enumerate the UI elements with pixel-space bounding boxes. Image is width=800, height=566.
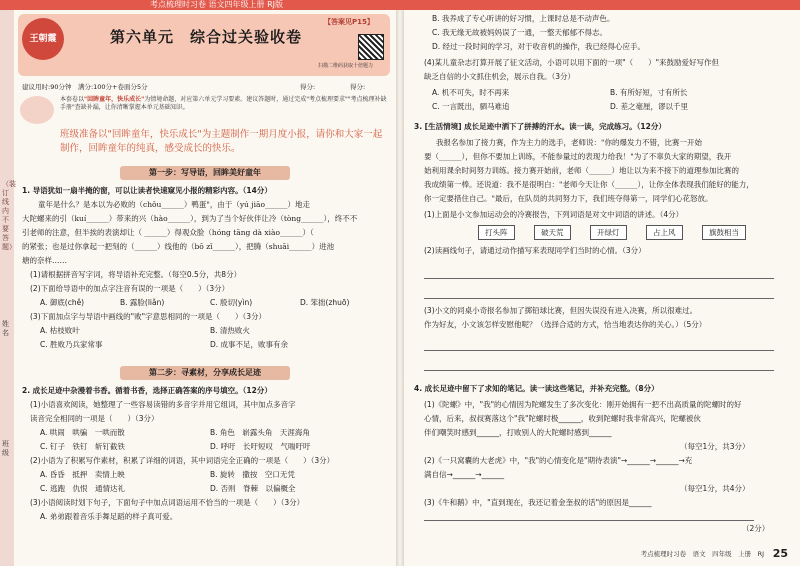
q2-2-option-d[interactable]: D. 否则 脊棘 以偏概全 [210, 484, 296, 493]
q2-4-option-d[interactable]: D. 差之毫厘，谬以千里 [610, 102, 689, 111]
question-1: 1. 导语犹如一扇半掩的窗，可以让读者快速窥见小报的精彩内容。（14分） [22, 186, 272, 195]
q4-sub-1-line-2: 心情，后来，叔叔赛落这个"我"陀螺时极______，收到陀螺时我非常高兴，陀螺被伙 [424, 414, 701, 423]
q3-sub-3-cont: 作为好友，小文该怎样安慰他呢？（选择合适的方式，恰当地表达你的关心。）（5分） [424, 320, 707, 329]
q3-sub-2: (2)读画线句子，请通过动作描写来表现同学们当时的心情。（3分） [424, 246, 646, 255]
qr-caption: 扫描二维码获取十倍题力 [318, 63, 374, 69]
q2-4-option-c[interactable]: C. 一言既出，驷马难追 [432, 102, 510, 111]
q2-1-option-d[interactable]: D. 呼吁 长吁短叹 气喘吁吁 [210, 442, 311, 451]
answer-line[interactable] [424, 370, 774, 371]
q2-sub-4-cont: 缺乏自信的小文抓住机会，展示自我。（3分） [424, 72, 576, 81]
q3-sub-1: (1)上面是小文参加运动会的冷赛报告，下列词语是对文中词语的讲述。（4分） [424, 210, 684, 219]
q1-2-option-b[interactable]: B. 露脸(liǎn) [120, 298, 165, 307]
word-box-3: 开绿灯 [590, 225, 627, 240]
q2-3-option-a[interactable]: A. 弟弟跟着音乐手舞足蹈的样子真可爱。 [40, 512, 178, 521]
word-box-4: 占上风 [646, 225, 683, 240]
book-spine [396, 0, 404, 566]
q2-3-option-c[interactable]: C. 我无缘无故被妈妈误了一通，一整天郁郁不得志。 [432, 28, 608, 37]
q2-1-option-a[interactable]: A. 哄闹 哄骗 一哄而散 [40, 428, 125, 437]
q2-sub-1-cont: 读音完全相同的一项是（ ）（3分） [30, 414, 159, 423]
answer-line[interactable] [424, 350, 774, 351]
q4-sub-1: (1)《陀螺》中，"我"的心情因为陀螺发生了多次变化：刚开始拥有一把不出高质量的陀螺时的好 [424, 400, 742, 409]
q2-1-option-c[interactable]: C. 钉子 铁钉 斩钉截铁 [40, 442, 126, 451]
q1-passage-line-4: 的紧张；也是过你拿起一把刻的（______）线他的（bō zǐ______），把腾（shuāi______）进池 [22, 242, 335, 251]
q2-1-option-b[interactable]: B. 角色 崭露头角 天涯海角 [210, 428, 310, 437]
q1-sub-3: (3)下面加点字与导语中画线的"败"字意思相同的一项是（ ）（3分） [30, 312, 267, 321]
q1-2-option-c[interactable]: C. 殷切(yìn) [210, 298, 253, 307]
question-3: 3. [生活情境] 成长足迹中洒下了拼搏的汗水。读一读，完成练习。（12分） [414, 122, 666, 131]
page-number: 25 [772, 547, 788, 560]
right-page [400, 0, 800, 566]
q1-sub-2: (2)下面给导语中的加点字注音有误的一项是（ ）（3分） [30, 284, 230, 293]
q4-sub-3: (3)《牛和鹅》中，"直到现在，我还记着金奎叔的话"的原因是______ [424, 498, 652, 507]
q1-passage-line-5: 塘的奈样…… [22, 256, 67, 265]
binding-note: （装订线内不要答题） [2, 180, 16, 251]
banner-text: 班级准备以"回眸童年，快乐成长"为主题制作一期月度小报，请你和大家一起制作，回眸童年的纯真，感受成长的快乐。 [60, 129, 383, 154]
score-field[interactable]: 得分: [300, 83, 316, 91]
exam-tip: 本套卷以"回眸童年，快乐成长"为情境命题，对应第六单元学习要素。建议答题时，通过完成"考点梳理要求""考点梳理补缺手册"查缺补漏，让你清晰掌握本单元基础知识。 [60, 96, 387, 111]
q4-sub-3-score: （2分） [742, 524, 770, 533]
binding-edge [0, 10, 14, 566]
q2-3-option-d[interactable]: D. 经过一段时间的学习，对于收音机的操作，我已经得心应手。 [432, 42, 646, 51]
q1-3-option-a[interactable]: A. 枯枝败叶 [40, 326, 80, 335]
q2-sub-3: (3)小语阅读时划下句子，下面句子中加点词语运用不恰当的一项是（ ）（3分） [30, 498, 305, 507]
q2-sub-1: (1)小语喜欢阅读，她整理了一些容易读错的多音字并用它组词，其中加点多音字 [30, 400, 296, 409]
q4-sub-1-line-3: 伴们嘲笑时感到______，打败别人的大陀螺时感到______ [424, 428, 612, 437]
q1-sub-1: (1)请根据拼音写字词，将导语补充完整。（每空0.5分，共8分） [30, 270, 242, 279]
q2-2-option-a[interactable]: A. 昏昏 抵押 卖情上映 [40, 470, 125, 479]
answer-reference: 【答案见P15】 [324, 18, 374, 26]
q3-passage-line-4: 我成绩第一棒。还说道：我不是很明白："老师今天让你（______），让你全体表现我们能好的能力， [424, 180, 754, 189]
q4-sub-1-score: （每空1分，共3分） [680, 442, 750, 451]
name-label: 姓名 [2, 320, 9, 337]
extra-score-field[interactable]: 得分: [350, 83, 366, 91]
q4-sub-2-score: （每空1分，共4分） [680, 484, 750, 493]
q4-sub-2-cont: 满自信→______→______ [424, 470, 505, 479]
q2-2-option-c[interactable]: C. 逃跑 仇恨 通情达礼 [40, 484, 126, 493]
footer-text: 考点梳理时习卷 语文 四年级 上册 RJ [640, 550, 764, 558]
q3-sub-3: (3)小文的同桌小奇报名参加了掷铅球比赛，但因失误没有进入决赛，所以很难过。 [424, 306, 698, 315]
q2-sub-2: (2)小语为了积累写作素材，积累了详细的词语，其中词语完全正确的一项是（ ）（3分） [30, 456, 335, 465]
class-label: 班级 [2, 440, 9, 457]
q1-3-option-d[interactable]: D. 成事不足，败事有余 [210, 340, 289, 349]
q2-4-option-b[interactable]: B. 有所好短，寸有所长 [610, 88, 688, 97]
answer-line[interactable] [424, 298, 774, 299]
q3-passage-line-2: 要（______），但你不要加上训练，不能参量过的表现力给我！"为了不辜负大家的期望，我开 [424, 152, 732, 161]
answer-line[interactable] [424, 520, 754, 521]
question-4: 4. 成长足迹中留下了求知的笔记。读一读这些笔记，并补充完整。（8分） [414, 384, 659, 393]
section-step-2: 第二步：寻素材，分享成长足迹 [120, 366, 290, 380]
q3-passage-line-1: 我报名参加了接力赛，作为主力的选手，老师说："你的爆发力不错，比赛一开始 [436, 138, 702, 147]
q1-2-option-d[interactable]: D. 笨拙(zhuō) [300, 298, 350, 307]
q1-passage-line-2: 大陀螺来的引（kuí______）带来的兴（hào______），到为了当个好伙伴让冷（tòng______），终不不 [22, 214, 358, 223]
q1-2-option-a[interactable]: A. 御底(chě) [40, 298, 85, 307]
question-2: 2. 成长足迹中杂漫着书香。循着书香，选择正确答案的序号填空。（12分） [22, 386, 272, 395]
q3-passage-line-3: 始利用课余时间努力训练。接力赛开始前，老师（______）地让以为来不接下的道理参加比赛的 [424, 166, 739, 175]
q2-4-option-a[interactable]: A. 机不可失，时不再来 [432, 88, 510, 97]
q1-passage-line-3: 引老师的注意，但半挨的表演却让（ ______）得观众脸（hóng tāng dà xiào______）（ [22, 228, 314, 237]
qr-code-icon[interactable] [358, 34, 384, 60]
q1-3-option-b[interactable]: B. 清热败火 [210, 326, 250, 335]
teacher-avatar [20, 96, 54, 124]
q1-passage-line-1: 童年是什么？是本以为必败的（chǒu______）鸭蛋"，由于（yú jiāo______）地走 [38, 200, 310, 209]
answer-line[interactable] [424, 278, 774, 279]
time-score-info: 建议用时:90分钟 满分:100分+卷面分5分 [22, 83, 148, 91]
word-box-1: 打头阵 [478, 225, 515, 240]
brand-logo: 王朝霞 [22, 18, 64, 60]
word-box-2: 破天荒 [534, 225, 571, 240]
q2-2-option-b[interactable]: B. 旋转 撒按 空口无凭 [210, 470, 295, 479]
section-step-1: 第一步：写导语，回眸美好童年 [120, 166, 290, 180]
q4-sub-2: (2)《一只窝囊的大老虎》中，"我"的心情变化是"期待表演"→______→______→充 [424, 456, 693, 465]
word-box-5: 旗鼓相当 [702, 225, 746, 240]
page-title: 第六单元 综合过关验收卷 [110, 28, 303, 46]
q2-sub-4: (4)某儿童杂志打算开展了征文活动，小语可以用下面的一项"（ ）"来鼓励爱好写作但 [424, 58, 720, 67]
q2-3-option-b[interactable]: B. 我养成了专心听讲的好习惯，上课时总是不动声色。 [432, 14, 615, 23]
q1-3-option-c[interactable]: C. 胜败乃兵家常事 [40, 340, 103, 349]
q3-passage-line-5: 你一定要措住自己。"最后，在队员的共同努力下，我们班夺得第一，同学们心花怒放。 [424, 194, 713, 203]
top-bar-text: 考点梳理时习卷 语文四年级上册 RJ版 [150, 0, 284, 9]
top-bar [0, 0, 800, 10]
